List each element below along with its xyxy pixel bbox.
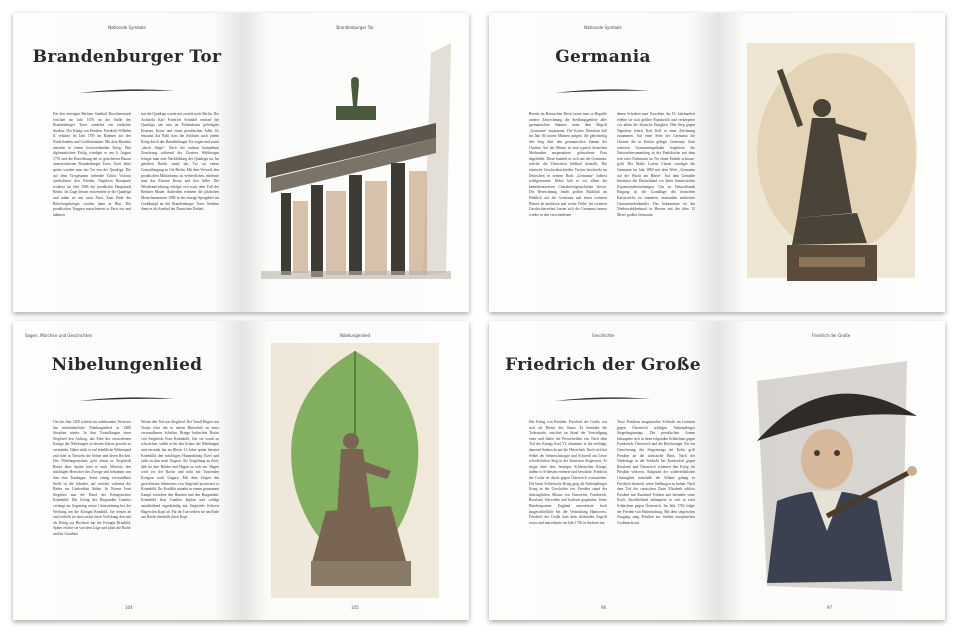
text-column-2: Trotz Preußens ausgemachte Schlacht im Leinsten gegen Österreich schlügen Siebenjähriger Siegesbeginnings. Die preußischen Armee behauptete sich in ihren folgenden Schlachten gegen Frankreich, Österreich und die Reichsreppe. Für ein Umschwung des Siegenszugs im Kolin griff Preußen an die sächsische Hans. Nach der Niederlage in der Schlacht bei Kunersdorf gegen Russland und Österreich schienen den Krieg für Preußen verloren. Aufgrund der widerrechtlichen Uneinigkeit innerhalb der Allianz gelang es Friedrich dennoch, seine Stellungen zu halten. Nach dem Tod der russischen Zarin Elisabeth schloss Preußen mit Russland Frieden und beendete seine Kraft. Anschließend behauptete es sich in zwei Schlachten gegen Österreich. Im Jahr 1763 folgte der Frieden von Hubertusburg. Mit dem siegreichen Ausgang stieg Preußen zur fünften europäischen Großmacht auf.: [617, 420, 695, 525]
body-text: [529, 112, 705, 267]
text-column-2: nur die Quadriga wurde mit zurück nach Berlin. Der Architekt Karl Friedrich Schinkel entwarf die Quadriga um nun an Eichenkranz gefertigtes Eisernes Kreuz und einen preußischen Adler. Es entstand das Bild, dass die Soldaten auch jedem Krieg durch das Brandenburger Tor zogen und somit „durch Siege“. Nach der nahezu kompletten Zerstörung während des Zweiten Weltkrieges fertigte man eine Nachbildung der Quadriga an. Im geteilten Berlin stand das Tor an einem Grenzübergang zu Ost-Berlin. Mit dem Verweil, den preußischen Militärismus zu verherrlichen, entfernte man das Eiserne Kreuz und den Adler. Die Wiederaufrichtung erfolgte erst nach dem Fall der Berliner Mauer. Außerdem erinnern die jährlichen Menschenmassen 1989 in der einzige Spergebiet im Großkampf an des Brandenburger Tores. Seitdem dient es als Symbol der Deutschen Einheit.: [141, 112, 219, 212]
text-column-1: Der König von Preußen, Friedrich der Große, trat sich als Dienst des Staats. Er bemühte die Todesstrafe, errichtet an Stand der Verteidigung einer und führte die Pressefreiheit ein. Nach dem Tod des Königs Karl VI. rekamiert er die erbfolge, dauernd Senkrecht auf die Herrschaft. Nach sich bei Sehtet der Sehneschirurgie und Schweiß am Lerne erforderlichen Sieg in der Sauersten Siegeswert. Er siegte über den, besiegen Schlesischen Kriege, indem er Schlesien eroberte und bewahrte. Friedrich der Große ist durch gegen Österreich vorzuziehen. Die beste Schlesische Krieg ging als Siebenjähriger Krieg in der Geschichte ein. Preußen stand der überzüglichen Allianz von Österreich, Frankreich, Russland, Schweden und Sachsen gegenüber. Seine Bündnispartner England unterstützte hoch ausgeschließlich bei der Vermittlung Hannovers. Friedrich der Große kam dem drohenden Angriff zuvor und marschierte im Jahr 1756 in Sachsen ein.: [529, 420, 607, 525]
body-text: [53, 420, 229, 575]
germania-statue-illustration: [717, 13, 945, 312]
running-head: Brandenburger Tor: [336, 25, 374, 30]
running-head: Geschichte: [591, 333, 615, 338]
running-head: Nibelungenlied: [339, 333, 371, 338]
left-page: [489, 321, 717, 620]
title-swash-ornament: [553, 395, 653, 403]
body-text: [529, 420, 705, 575]
right-page: [717, 13, 945, 312]
title-swash-ornament: [77, 395, 177, 403]
page-number: 105: [351, 605, 359, 610]
text-column-1: Um das Jahr 1200 schrieb ein unbekannter Verfasser das mittelalterliche Nibelungenlied in 2400 Strophen nieder. In ihm Vorstellungen einer Siegfried den Auftrag, das Erbe der verstorbenen Könige der Nibelungen zu dessen Schatz gerecht zu vermitteln. Dabei stößt er auf erhebliche Widerstand und tötet in Notwehr die Söhne und deren Recken. Des Nibelungenschatz geht damit in Siegfrieds Besitz über. Später tötet er auch Alberich, den mächtigen Herrscher des Zwerge und bekommt von ihm eine Tarnkappe. Seine einzig verwundbare Stelle ist die Schulter, auf welcher während der Bades ein Lindenblatt klebte. In Worms lernt Siegfried nun die Hand des Königstochter Kriemhild. Der König der Burgunden Gunther verlangt im Gegenzug seiner Unterstützung bei der Werbung um die Königin Brunhild. Sie reisten ab und verliebt sie einst nichts ihren Verlobung dort mit als König zur Hochzeit mit der Königin Brunhild. Später erfährt sie von dem Lüge und plant die Rache und ihr Gunthers: [53, 420, 131, 536]
friedrich-portrait-illustration: [717, 321, 945, 620]
chapter-title: Brandenburger Tor: [32, 47, 222, 67]
page-number: 96: [601, 605, 607, 610]
chapter-title: Friedrich der Große: [505, 355, 701, 375]
book-spread-nibelungenlied: [13, 321, 469, 620]
nibelungen-leaf-statue-illustration: [241, 321, 469, 620]
right-page: [241, 13, 469, 312]
right-page: [717, 321, 945, 620]
body-text: [53, 112, 229, 267]
chapter-title: Germania: [555, 47, 651, 67]
left-page: [13, 321, 241, 620]
text-column-1: Für den streitigen Berliner Stadtteil Dorotheenstadt errichtet im Jahr 1670 an der Stelle des Brandenburger Tores zunächst ein einfaches Stadttor. Der König von Preußen, Friedrich Wilhelm II. erklärte im Jahr 1785 im Rahmen auf den Niederlanden und Großbritannien. Mit dem Bündnis entstehe in einem bevorstehenden Krieg. Den diplomatischen Erfolg würdigte er am 6. August 1791 und die Einweihung der so gesicherten Bauart unterzeichneten Brandenburger Tores. Zwei Jahre später wurden zum das Tor von der Quadriga. Die auf dem Viergespann stehende Göttin Victoria symbolisiert den Frieden. Napoleon Bonaparte eroberte im Jahr 1806 die preußische Hauptstadt Berlin. Im Zuge dessen entwendete er die Quadriga und nahm sie mit nach Paris. Zum Ende des Befreiungskrieges wurden dann in Blut. Die preußischen Truppen marschierten in Paris ein und nahmen: [53, 112, 131, 217]
title-swash-ornament: [553, 87, 653, 95]
page-number: 104: [125, 605, 133, 610]
book-spread-brandenburger-tor: [13, 13, 469, 312]
running-head: Sagen, Märchen und Geschichten: [25, 333, 93, 338]
title-swash-ornament: [77, 87, 177, 95]
chapter-title: Nibelungenlied: [51, 355, 203, 375]
book-spread-friedrich-der-grosse: [489, 321, 945, 620]
right-page: [241, 321, 469, 620]
book-spread-germania: [489, 13, 945, 312]
left-page: [13, 13, 241, 312]
page-number: 97: [827, 605, 833, 610]
left-page: [489, 13, 717, 312]
running-head: Nationale Symbole: [108, 25, 146, 30]
text-column-2: denen Schriften zum Vorschein. Im 19. Jahrhundert erlebte sie sich größter Popularität und verkörperte vor allem die deutsche Einigkeit. Den Sieg gegen Napoleon feierte Karl Koll in einer Zeichnung zusammen. Auf einer Seite der Germania die Chemie die in Ketten gelegte Germania. Zum weiteren Germaniengedanke begleitete die Nationalversammlung in der Paulskirche mit dem rein roter Farbmarkt an Tor einen Einheit schwarz-gold. Der Maler Lorenz Clasen würdigte die Germania im Jahr 1860 mit dem Werk „Germania auf der Wacht am Rhein“. Auf dem Gemälde beschützt die Deutschland vor ihren französischen Expansionsbestrebungen. Um zu Deutschlands Eingang ist der Grundlage des deutschen Kaiserreichs zu stammen, entstanden zahlreiche Germaniendenkmäler. Das bekannteste ist das Niederwalddenkmal in Hessen mit der über 12 Meter großen Germania.: [617, 112, 695, 217]
text-column-2: Wosen den Tod von Siegfried. Der Vasall Hagen von Tronje tötet ihn in einem Hinterhalt an einer verwundbaren Schulter. Bringe befürchtet Rache von Siegfrieds Frau Kriemhild. Um sie vorab zu schwächen, stiehlt er ihr den Schatz der Nibelungen und versenkt ihn im Rhein. 13 Jahre später heiratet Kriemhild den mächtigen Hunnenkönig Etzel und zieht zu ihm nach Ungarn. Als Vergeltung an ihrer, lädt sie ihre Brüder und Hagen zu sich ein. Hagen wird vor der Rache und naht mit Tausenden Kriegern nach Ungarn. Mit dem Zeigen des gerechtesten Schmerzes von Siegfried provoziert er Kriemhild. Ihr Konflikt mündet in einem grausamen Kampf zwischen den Hunnen und den Burgunden. Kriemhild lässt Gunther köpfen und schlägt anschließend eigenhändig mit Siegfrieds Schwert Hagen den Kopf ab. Für ihr Tun verliert sie am Ende aus Rache ebenfalls ihren Kopf.: [141, 420, 219, 520]
text-column-1: Bereits im Römischen Reich fasste man so Begriffe unterer Zeitrechnung die Siedlungsgebiete aller germanischen Stämme unter dem Begriff „Germania“ zusammen. Die Kaiser Domitian ließ im Jahr 84 seinen Münzen prägen, die gleichzeitig den Sieg über den germanischen Stamm der Chatten. Auf der Münze ist eine typisch deutschen Merkmalen ausgestattete, gebrochene Frau abgebildet. Diese handelt es sich um die Germania, welche die Deutschen bildhaft darstellt. Die römische Geschichtsschreiber Tacitus beschreibt im Deutschen in seinem Buch „Germania“ äußerst wohlgesonnen. Dabei hob er vor allem die bemerkenswerten Charaktereigenschaften hervor. Die Bezeichnung findet großen Rückhalt im Hinblick auf die Germania und einen weiteren Blauen ab mehrfach und weiter Frühe. Im weiteren Geschichtsverlauf lassen sich die Germania immer wieder in den verschiedenen: [529, 112, 607, 217]
running-head: Nationale Symbole: [584, 25, 622, 30]
running-head: Friedrich der Große: [811, 333, 851, 338]
brandenburger-tor-illustration: [241, 13, 469, 312]
